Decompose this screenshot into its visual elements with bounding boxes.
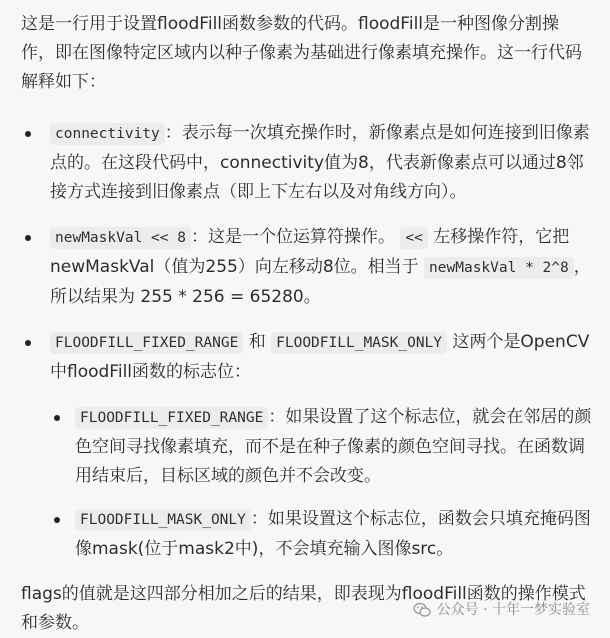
inline-code: connectivity xyxy=(50,123,165,145)
sub-item-mask-only xyxy=(50,505,592,564)
inline-code: newMaskVal * 2^8 xyxy=(424,257,574,279)
item-text: 左移操作符，它把newMaskVal（值为255）向左移动8位。相当于 xyxy=(50,227,570,277)
item-text: ，所以结果为 255 * 256 = 65280。 xyxy=(50,257,591,307)
item-text: ：这是一个位运算符操作。 xyxy=(190,227,395,247)
bullet-dot xyxy=(25,235,31,241)
watermark xyxy=(413,601,590,619)
sub-item-fixed-range xyxy=(50,403,592,491)
item-text: ：表示每一次填充操作时，新像素点是如何连接到旧像素点的。在这段代码中，connectivity值为8，代表新像素点可以通过8邻接方式连接到旧像素点（即上下左右以及对角线方向）。 xyxy=(50,123,590,202)
bullet-dot xyxy=(54,415,60,421)
closing-paragraph: flags的值就是这四部分相加之后的结果，即表现为floodFill函数的操作模式和参数。 xyxy=(21,584,586,633)
inline-code: FLOODFILL_FIXED_RANGE xyxy=(50,332,243,354)
item-text: 和 xyxy=(248,332,266,352)
item-text: ：如果设置了这个标志位，就会在邻居的颜色空间寻找像素填充，而不是在种子像素的颜色空间寻找。在函数调用结束后，目标区域的颜色并不会改变。 xyxy=(75,407,592,486)
list-item-connectivity xyxy=(21,119,592,207)
inline-code: newMaskVal << 8 xyxy=(50,227,191,249)
inline-code: FLOODFILL_MASK_ONLY xyxy=(75,509,251,531)
list-item-newmaskval xyxy=(21,223,592,312)
watermark-text: 公众号 · 十年一梦实验室 xyxy=(436,602,590,618)
inline-code: FLOODFILL_MASK_ONLY xyxy=(271,332,447,354)
bullet-dot xyxy=(25,131,31,137)
intro-paragraph: 这是一行用于设置floodFill函数参数的代码。floodFill是一种图像分割操作，即在图像特定区域内以种子像素为基础进行像素填充操作。这一行代码解释如下： xyxy=(21,14,582,92)
explanation-list xyxy=(21,119,592,564)
inline-code: << xyxy=(400,227,427,249)
item-text: ：如果设置这个标志位，函数会只填充掩码图像mask(位于mask2中)，不会填充输入图像src。 xyxy=(75,509,591,559)
flag-sub-list xyxy=(50,403,592,564)
list-item-flags xyxy=(21,328,592,564)
bullet-dot xyxy=(25,340,31,346)
bullet-dot xyxy=(54,517,60,523)
inline-code: FLOODFILL_FIXED_RANGE xyxy=(75,407,268,429)
wechat-icon xyxy=(413,602,431,618)
item-text: 这两个是OpenCV中floodFill函数的标志位： xyxy=(50,332,590,382)
